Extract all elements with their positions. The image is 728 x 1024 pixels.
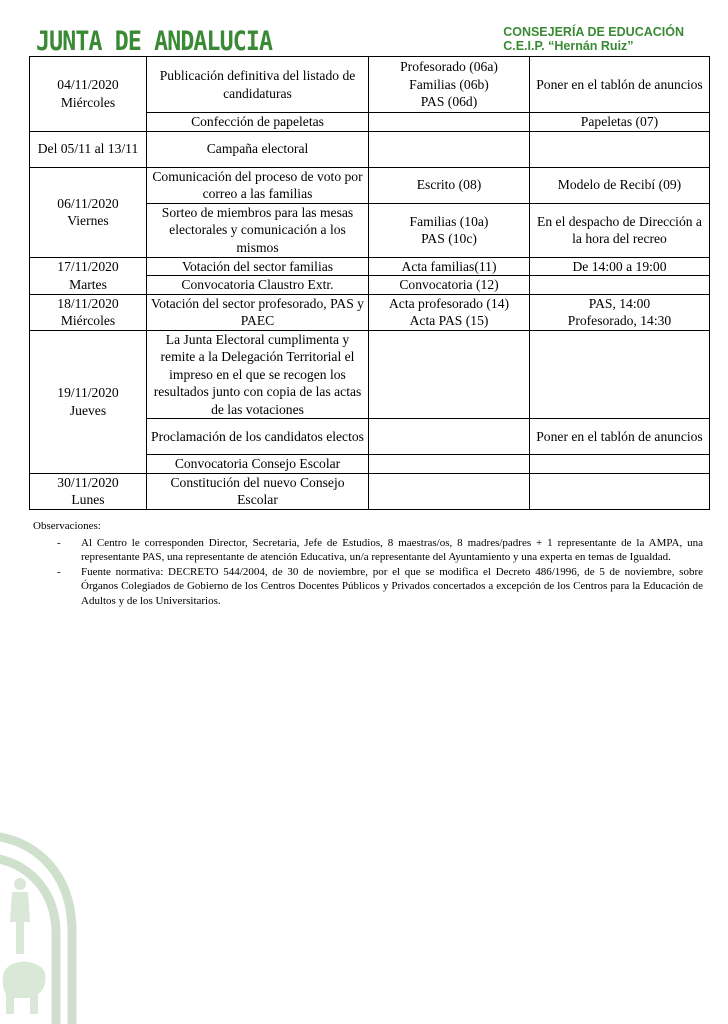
action-cell: Campaña electoral (147, 131, 369, 167)
date-cell: Del 05/11 al 13/11 (30, 131, 147, 167)
document-cell: Escrito (08) (369, 167, 530, 203)
date-cell: 19/11/2020 Jueves (30, 330, 147, 473)
date-cell: 06/11/2020 Viernes (30, 167, 147, 257)
election-schedule-table (29, 56, 710, 510)
school-name: C.E.I.P. “Hernán Ruiz” (503, 39, 634, 53)
document-cell (369, 473, 530, 509)
action-cell: Publicación definitiva del listado de candidaturas (147, 57, 369, 113)
document-cell (369, 455, 530, 474)
date-cell: 30/11/2020 Lunes (30, 473, 147, 509)
note-cell (530, 131, 710, 167)
document-cell: Familias (10a) PAS (10c) (369, 203, 530, 257)
action-cell: Convocatoria Consejo Escolar (147, 455, 369, 474)
action-cell: Proclamación de los candidatos electos (147, 419, 369, 455)
document-cell (369, 330, 530, 419)
junta-andalucia-emblem-icon (0, 822, 80, 1024)
note-cell: Modelo de Recibí (09) (530, 167, 710, 203)
action-cell: Votación del sector familias (147, 257, 369, 276)
action-cell: Confección de papeletas (147, 113, 369, 132)
note-cell (530, 330, 710, 419)
document-cell: Profesorado (06a) Familias (06b) PAS (06d) (369, 57, 530, 113)
table-row (30, 57, 710, 113)
table-row (30, 167, 710, 203)
action-cell: Convocatoria Claustro Extr. (147, 276, 369, 295)
observation-text: Al Centro le corresponden Director, Secretaria, Jefe de Estudios, 8 maestras/os, 8 madres/padres + 1 representante de la AMPA, una representante PAS, una representante de atención Educativa, un/a representante del Ayuntamiento y una experta en temas de Igualdad. (81, 536, 703, 563)
document-cell: Convocatoria (12) (369, 276, 530, 295)
table-row (30, 473, 710, 509)
bullet: - (57, 565, 61, 578)
document-cell (369, 131, 530, 167)
document-cell: Acta profesorado (14) Acta PAS (15) (369, 294, 530, 330)
note-cell (530, 276, 710, 295)
note-cell: De 14:00 a 19:00 (530, 257, 710, 276)
observation-item (33, 565, 703, 609)
school-header (503, 25, 684, 53)
table-row (30, 330, 710, 419)
note-cell (530, 455, 710, 474)
action-cell: La Junta Electoral cumplimenta y remite a la Delegación Territorial el impreso en el que se recogen los resultados junto con copia de las actas de las votaciones (147, 330, 369, 419)
observations-title: Observaciones: (33, 520, 101, 532)
note-cell: PAS, 14:00 Profesorado, 14:30 (530, 294, 710, 330)
document-cell (369, 113, 530, 132)
note-cell: En el despacho de Dirección a la hora del recreo (530, 203, 710, 257)
date-cell: 17/11/2020 Martes (30, 257, 147, 294)
action-cell: Constitución del nuevo Consejo Escolar (147, 473, 369, 509)
observation-text: Fuente normativa: DECRETO 544/2004, de 30 de noviembre, por el que se modifica el Decreto 486/1996, de 5 de noviembre, sobre Órganos Colegiados de Gobierno de los Centros Docentes Públicos y Privados concertados a excepción de los Centros para la Educación de Adultos y de los Universitarios. (81, 565, 703, 607)
note-cell: Papeletas (07) (530, 113, 710, 132)
table-row (30, 131, 710, 167)
note-cell (530, 473, 710, 509)
consejeria-label: CONSEJERÍA DE EDUCACIÓN (503, 25, 684, 39)
action-cell: Comunicación del proceso de voto por correo a las familias (147, 167, 369, 203)
note-cell: Poner en el tablón de anuncios (530, 419, 710, 455)
date-cell: 18/11/2020 Miércoles (30, 294, 147, 330)
table-row (30, 294, 710, 330)
document-cell: Acta familias(11) (369, 257, 530, 276)
bullet: - (57, 536, 61, 549)
table-row (30, 257, 710, 276)
observations (33, 519, 703, 608)
note-cell: Poner en el tablón de anuncios (530, 57, 710, 113)
action-cell: Votación del sector profesorado, PAS y PAEC (147, 294, 369, 330)
date-cell: 04/11/2020 Miércoles (30, 57, 147, 132)
observation-item (33, 536, 703, 565)
junta-andalucia-brand: JUNTA DE ANDALUCIA (36, 26, 273, 57)
document-cell (369, 419, 530, 455)
action-cell: Sorteo de miembros para las mesas electorales y comunicación a los mismos (147, 203, 369, 257)
